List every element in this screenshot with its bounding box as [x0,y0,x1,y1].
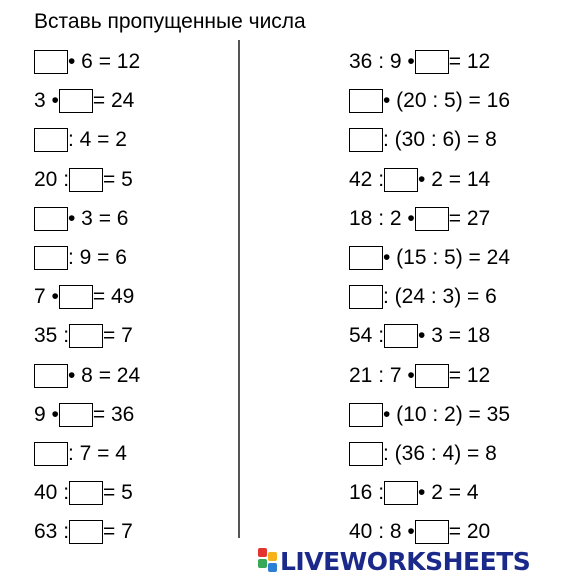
right-equation-4 [349,165,490,195]
equation-text: = 5 [103,481,133,505]
equation-text: 20 : [34,167,70,191]
right-equation-12 [349,478,479,508]
equation-text: 42 : [349,167,385,191]
equation-text: • (20 : 5) = 16 [383,89,511,113]
answer-box[interactable] [384,481,418,505]
equation-text: 9 • [34,402,59,426]
right-equation-8 [349,321,490,351]
answer-box[interactable] [34,128,68,152]
answer-box[interactable] [384,168,418,192]
answer-box[interactable] [349,89,383,113]
left-equation-13 [34,517,133,547]
left-equation-3 [34,125,127,155]
equation-text: 63 : [34,520,70,544]
equation-text: : (30 : 6) = 8 [383,128,497,152]
logo-square [268,552,277,561]
equation-text: = 12 [448,363,491,387]
equation-text: = 7 [103,324,133,348]
left-equation-7 [34,282,134,312]
left-equation-10 [34,400,134,430]
liveworksheets-logo [258,544,530,578]
column-divider [238,40,240,538]
equation-text: 40 : 8 • [349,520,415,544]
right-equation-3 [349,125,497,155]
answer-box[interactable] [415,364,449,388]
equation-text: 3 • [34,89,59,113]
left-equation-12 [34,478,133,508]
right-equation-13 [349,517,490,547]
right-equation-5 [349,204,490,234]
equation-text: • 3 = 18 [418,324,491,348]
left-equation-6 [34,243,127,273]
equation-text: 7 • [34,285,59,309]
right-equation-2 [349,86,510,116]
answer-box[interactable] [69,481,103,505]
equation-text: : 9 = 6 [68,246,127,269]
answer-box[interactable] [349,128,383,152]
equation-text: : 7 = 4 [68,442,127,465]
logo-square [268,563,277,572]
equation-text: • (15 : 5) = 24 [383,246,511,269]
right-equation-7 [349,282,497,312]
logo-square [258,559,267,568]
answer-box[interactable] [34,364,68,388]
equation-text: • 2 = 14 [418,167,491,191]
equation-text: : (24 : 3) = 6 [383,285,497,309]
answer-box[interactable] [415,207,449,231]
left-equation-1 [34,47,140,77]
left-equation-9 [34,361,140,391]
right-equation-6 [349,243,510,273]
answer-box[interactable] [34,442,68,466]
right-equation-1 [349,47,490,77]
answer-box[interactable] [59,89,93,113]
answer-box[interactable] [349,442,383,466]
answer-box[interactable] [69,324,103,348]
left-equation-2 [34,86,134,116]
equation-text: = 20 [448,520,491,544]
equation-text: = 49 [92,285,135,309]
right-equation-9 [349,361,490,391]
answer-box[interactable] [415,520,449,544]
equation-text: 36 : 9 • [349,50,415,73]
equation-text: 54 : [349,324,385,348]
equation-text: : (36 : 4) = 8 [383,442,497,465]
answer-box[interactable] [34,246,68,270]
left-equation-11 [34,439,127,469]
answer-box[interactable] [349,285,383,309]
equation-text: 35 : [34,324,70,348]
equation-text: • 2 = 4 [418,481,479,505]
right-equation-10 [349,400,510,430]
answer-box[interactable] [69,168,103,192]
equation-text: 18 : 2 • [349,206,415,230]
equation-text: : 4 = 2 [68,128,127,152]
equation-text: • 6 = 12 [68,50,141,73]
answer-box[interactable] [59,403,93,427]
equation-text: 21 : 7 • [349,363,415,387]
equation-text: • (10 : 2) = 35 [383,402,511,426]
left-equation-8 [34,321,133,351]
answer-box[interactable] [69,520,103,544]
equation-text: 40 : [34,481,70,505]
page-title: Вставь пропущенные числа [34,10,306,33]
logo-text: LIVEWORKSHEETS [280,546,531,576]
answer-box[interactable] [349,403,383,427]
equation-text: = 36 [92,402,135,426]
equation-text: = 12 [448,50,491,73]
answer-box[interactable] [59,285,93,309]
left-equation-4 [34,165,133,195]
logo-square [258,548,267,557]
equation-text: = 5 [103,167,133,191]
answer-box[interactable] [34,207,68,231]
equation-text: = 24 [92,89,135,113]
equation-text: = 7 [103,520,133,544]
answer-box[interactable] [349,246,383,270]
answer-box[interactable] [34,50,68,74]
left-equation-5 [34,204,128,234]
answer-box[interactable] [415,50,449,74]
equation-text: • 3 = 6 [68,206,129,230]
answer-box[interactable] [384,324,418,348]
equation-text: = 27 [448,206,491,230]
equation-text: • 8 = 24 [68,363,141,387]
equation-text: 16 : [349,481,385,505]
right-equation-11 [349,439,497,469]
liveworksheets-logo-mark-icon [258,546,278,576]
